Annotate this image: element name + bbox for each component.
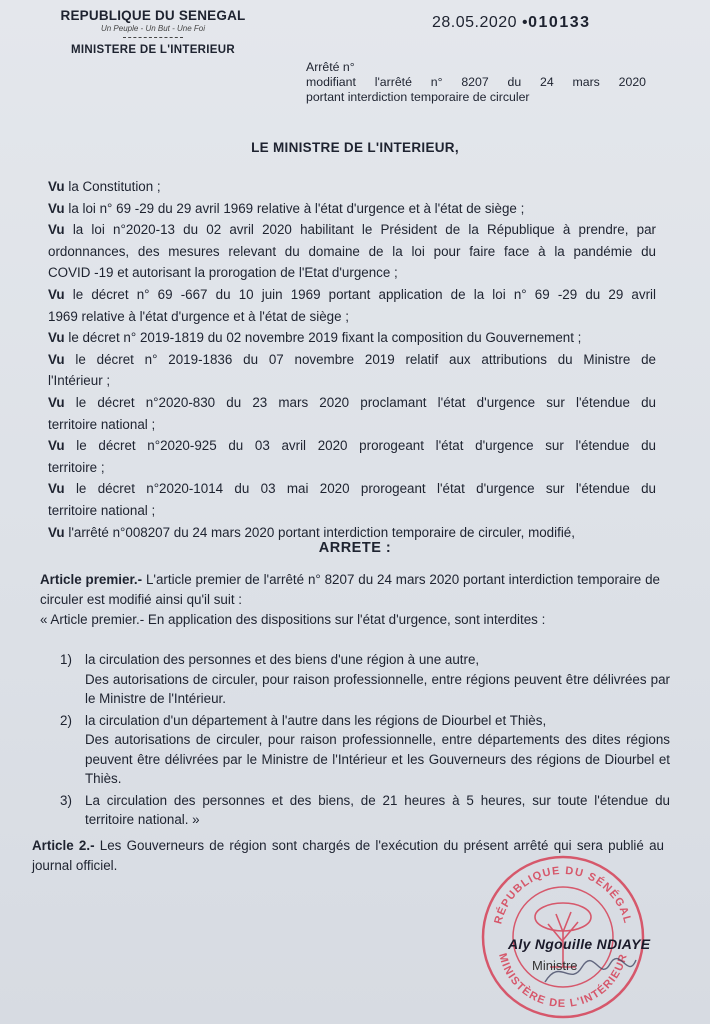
visa-line bbox=[48, 435, 656, 457]
interdictions-list bbox=[60, 650, 670, 832]
visa-text: le décret n°2020-1014 du 03 mai 2020 prorogeant l'état d'urgence sur l'étendue du bbox=[75, 481, 656, 497]
visa-line bbox=[48, 478, 656, 500]
article-2-label: Article 2.- bbox=[32, 838, 95, 853]
visa-keyword: Vu bbox=[48, 394, 76, 410]
arrete-title: ARRETE : bbox=[318, 540, 392, 556]
visa-keyword: Vu bbox=[48, 200, 69, 216]
list-item bbox=[60, 791, 670, 830]
visa-text: le décret n°2020-830 du 23 mars 2020 proclamant l'état d'urgence sur l'étendue du bbox=[75, 394, 656, 410]
visa-keyword: Vu bbox=[48, 438, 77, 454]
stamp-top-text: RÉPUBLIQUE DU SÉNÉGAL bbox=[492, 864, 634, 926]
visa-line bbox=[48, 500, 656, 522]
visa-text: le décret n° 2019-1819 du 02 novembre 2019 fixant la composition du Gouvernement ; bbox=[68, 330, 582, 346]
reference-code: 010133 bbox=[528, 14, 591, 31]
visa-text: 1969 relative à l'état d'urgence et à l'état de siège ; bbox=[48, 308, 349, 324]
list-item-body bbox=[85, 711, 670, 789]
visa-line bbox=[48, 327, 656, 349]
reference-date: 28.05.2020 bbox=[432, 14, 518, 31]
visa-line bbox=[48, 284, 656, 306]
visa-text: la loi n°2020-13 du 02 avril 2020 habilitant le Président de la République à prendre, par bbox=[72, 222, 656, 238]
visa-line bbox=[48, 414, 656, 436]
visa-keyword: Vu bbox=[48, 179, 69, 194]
visa-text: ordonnances, des mesures relevant du domaine de la loi pour faire face à la pandémie du bbox=[48, 243, 656, 259]
visa-line bbox=[48, 241, 656, 263]
republic-name: REPUBLIQUE DU SENEGAL bbox=[60, 8, 246, 23]
arrete-subject-line: portant interdiction temporaire de circuler bbox=[306, 90, 530, 104]
visa-text: territoire national ; bbox=[48, 416, 156, 432]
reference-number bbox=[432, 14, 591, 32]
list-item-body bbox=[85, 791, 670, 830]
visa-line bbox=[48, 349, 656, 371]
signatory-name: Aly Ngouille NDIAYE bbox=[508, 936, 651, 952]
list-item bbox=[60, 711, 670, 789]
article-1 bbox=[40, 570, 660, 630]
visa-line bbox=[48, 198, 656, 220]
arrete-modifying-line: modifiant l'arrêté n° 8207 du 24 mars 2020 bbox=[306, 75, 646, 89]
visa-line bbox=[48, 262, 656, 284]
visa-line bbox=[48, 176, 656, 198]
list-item-number: 1) bbox=[60, 652, 72, 667]
visa-text: la Constitution ; bbox=[68, 179, 161, 194]
letterhead bbox=[48, 8, 258, 56]
list-item bbox=[60, 650, 670, 709]
arrete-heading bbox=[306, 60, 646, 105]
visas-list bbox=[48, 176, 656, 543]
article-1-quote: « Article premier.- En application des dispositions sur l'état d'urgence, sont interdites : bbox=[40, 612, 546, 627]
visa-keyword: Vu bbox=[48, 524, 69, 540]
visa-line bbox=[48, 392, 656, 414]
list-item-number: 2) bbox=[60, 712, 72, 728]
ministry-name: MINISTERE DE L'INTERIEUR bbox=[71, 44, 235, 56]
reference-dot: • bbox=[517, 14, 529, 31]
visa-text: le décret n° 2019-1836 du 07 novembre 2019 relatif aux attributions du Ministre de bbox=[75, 351, 656, 367]
list-item-subtext: Des autorisations de circuler, pour raison professionnelle, entre régions peuvent être délivrées par le Ministre de l'Intérieur. bbox=[85, 671, 670, 706]
visa-keyword: Vu bbox=[48, 481, 76, 497]
signatory-title: Ministre bbox=[532, 958, 578, 973]
visa-text: le décret n° 69 -667 du 10 juin 1969 portant application de la loi n° 69 -29 du 29 avril bbox=[72, 286, 656, 302]
visa-line bbox=[48, 219, 656, 241]
visa-text: territoire ; bbox=[48, 459, 105, 475]
article-1-body bbox=[40, 570, 660, 610]
visa-keyword: Vu bbox=[48, 330, 69, 346]
visa-line bbox=[48, 370, 656, 392]
arrete-number-line: Arrêté n° bbox=[306, 60, 355, 74]
visa-line bbox=[48, 306, 656, 328]
list-item-body bbox=[85, 650, 670, 709]
visa-text: COVID -19 et autorisant la prorogation de l'Etat d'urgence ; bbox=[48, 265, 398, 281]
visa-text: la loi n° 69 -29 du 29 avril 1969 relative à l'état d'urgence et à l'état de siège ; bbox=[68, 200, 525, 216]
document-title: LE MINISTRE DE L'INTERIEUR, bbox=[251, 140, 459, 155]
visa-keyword: Vu bbox=[48, 351, 76, 367]
list-item-text: la circulation des personnes et des biens d'une région à une autre, bbox=[85, 652, 480, 667]
visa-keyword: Vu bbox=[48, 286, 73, 302]
divider bbox=[123, 37, 183, 39]
visa-line bbox=[48, 457, 656, 479]
list-item-subtext: Des autorisations de circuler, pour raison professionnelle, entre départements des dites régions peuvent être délivrées par le Ministre de l'Intérieur et les Gouverneurs des régions de Diourbel et Thiès. bbox=[85, 732, 670, 786]
visa-text: le décret n°2020-925 du 03 avril 2020 prorogeant l'état d'urgence sur l'étendue du bbox=[76, 438, 656, 454]
visa-text: l'Intérieur ; bbox=[48, 373, 111, 389]
list-item-number: 3) bbox=[60, 792, 72, 808]
article-1-text: L'article premier de l'arrêté n° 8207 du 24 mars 2020 portant interdiction temporaire de circuler est modifié ainsi qu'il suit : bbox=[40, 572, 660, 607]
article-2-text: Les Gouverneurs de région sont chargés de l'exécution du présent arrêté qui sera publié au journal officiel. bbox=[32, 838, 664, 873]
national-motto: Un Peuple - Un But - Une Foi bbox=[100, 24, 206, 33]
visa-keyword: Vu bbox=[48, 222, 73, 238]
list-item-text: La circulation des personnes et des biens, de 21 heures à 5 heures, sur toute l'étendue du territoire national. » bbox=[85, 792, 670, 827]
visa-text: l'arrêté n°008207 du 24 mars 2020 portant interdiction temporaire de circuler, modifié, bbox=[68, 524, 575, 540]
visa-text: territoire national ; bbox=[48, 502, 156, 518]
stamp-bottom-text: MINISTÈRE DE L'INTÉRIEUR bbox=[496, 951, 630, 1011]
list-item-text: la circulation d'un département à l'autre dans les régions de Diourbel et Thiès, bbox=[85, 712, 547, 728]
article-1-label: Article premier.- bbox=[40, 572, 143, 587]
